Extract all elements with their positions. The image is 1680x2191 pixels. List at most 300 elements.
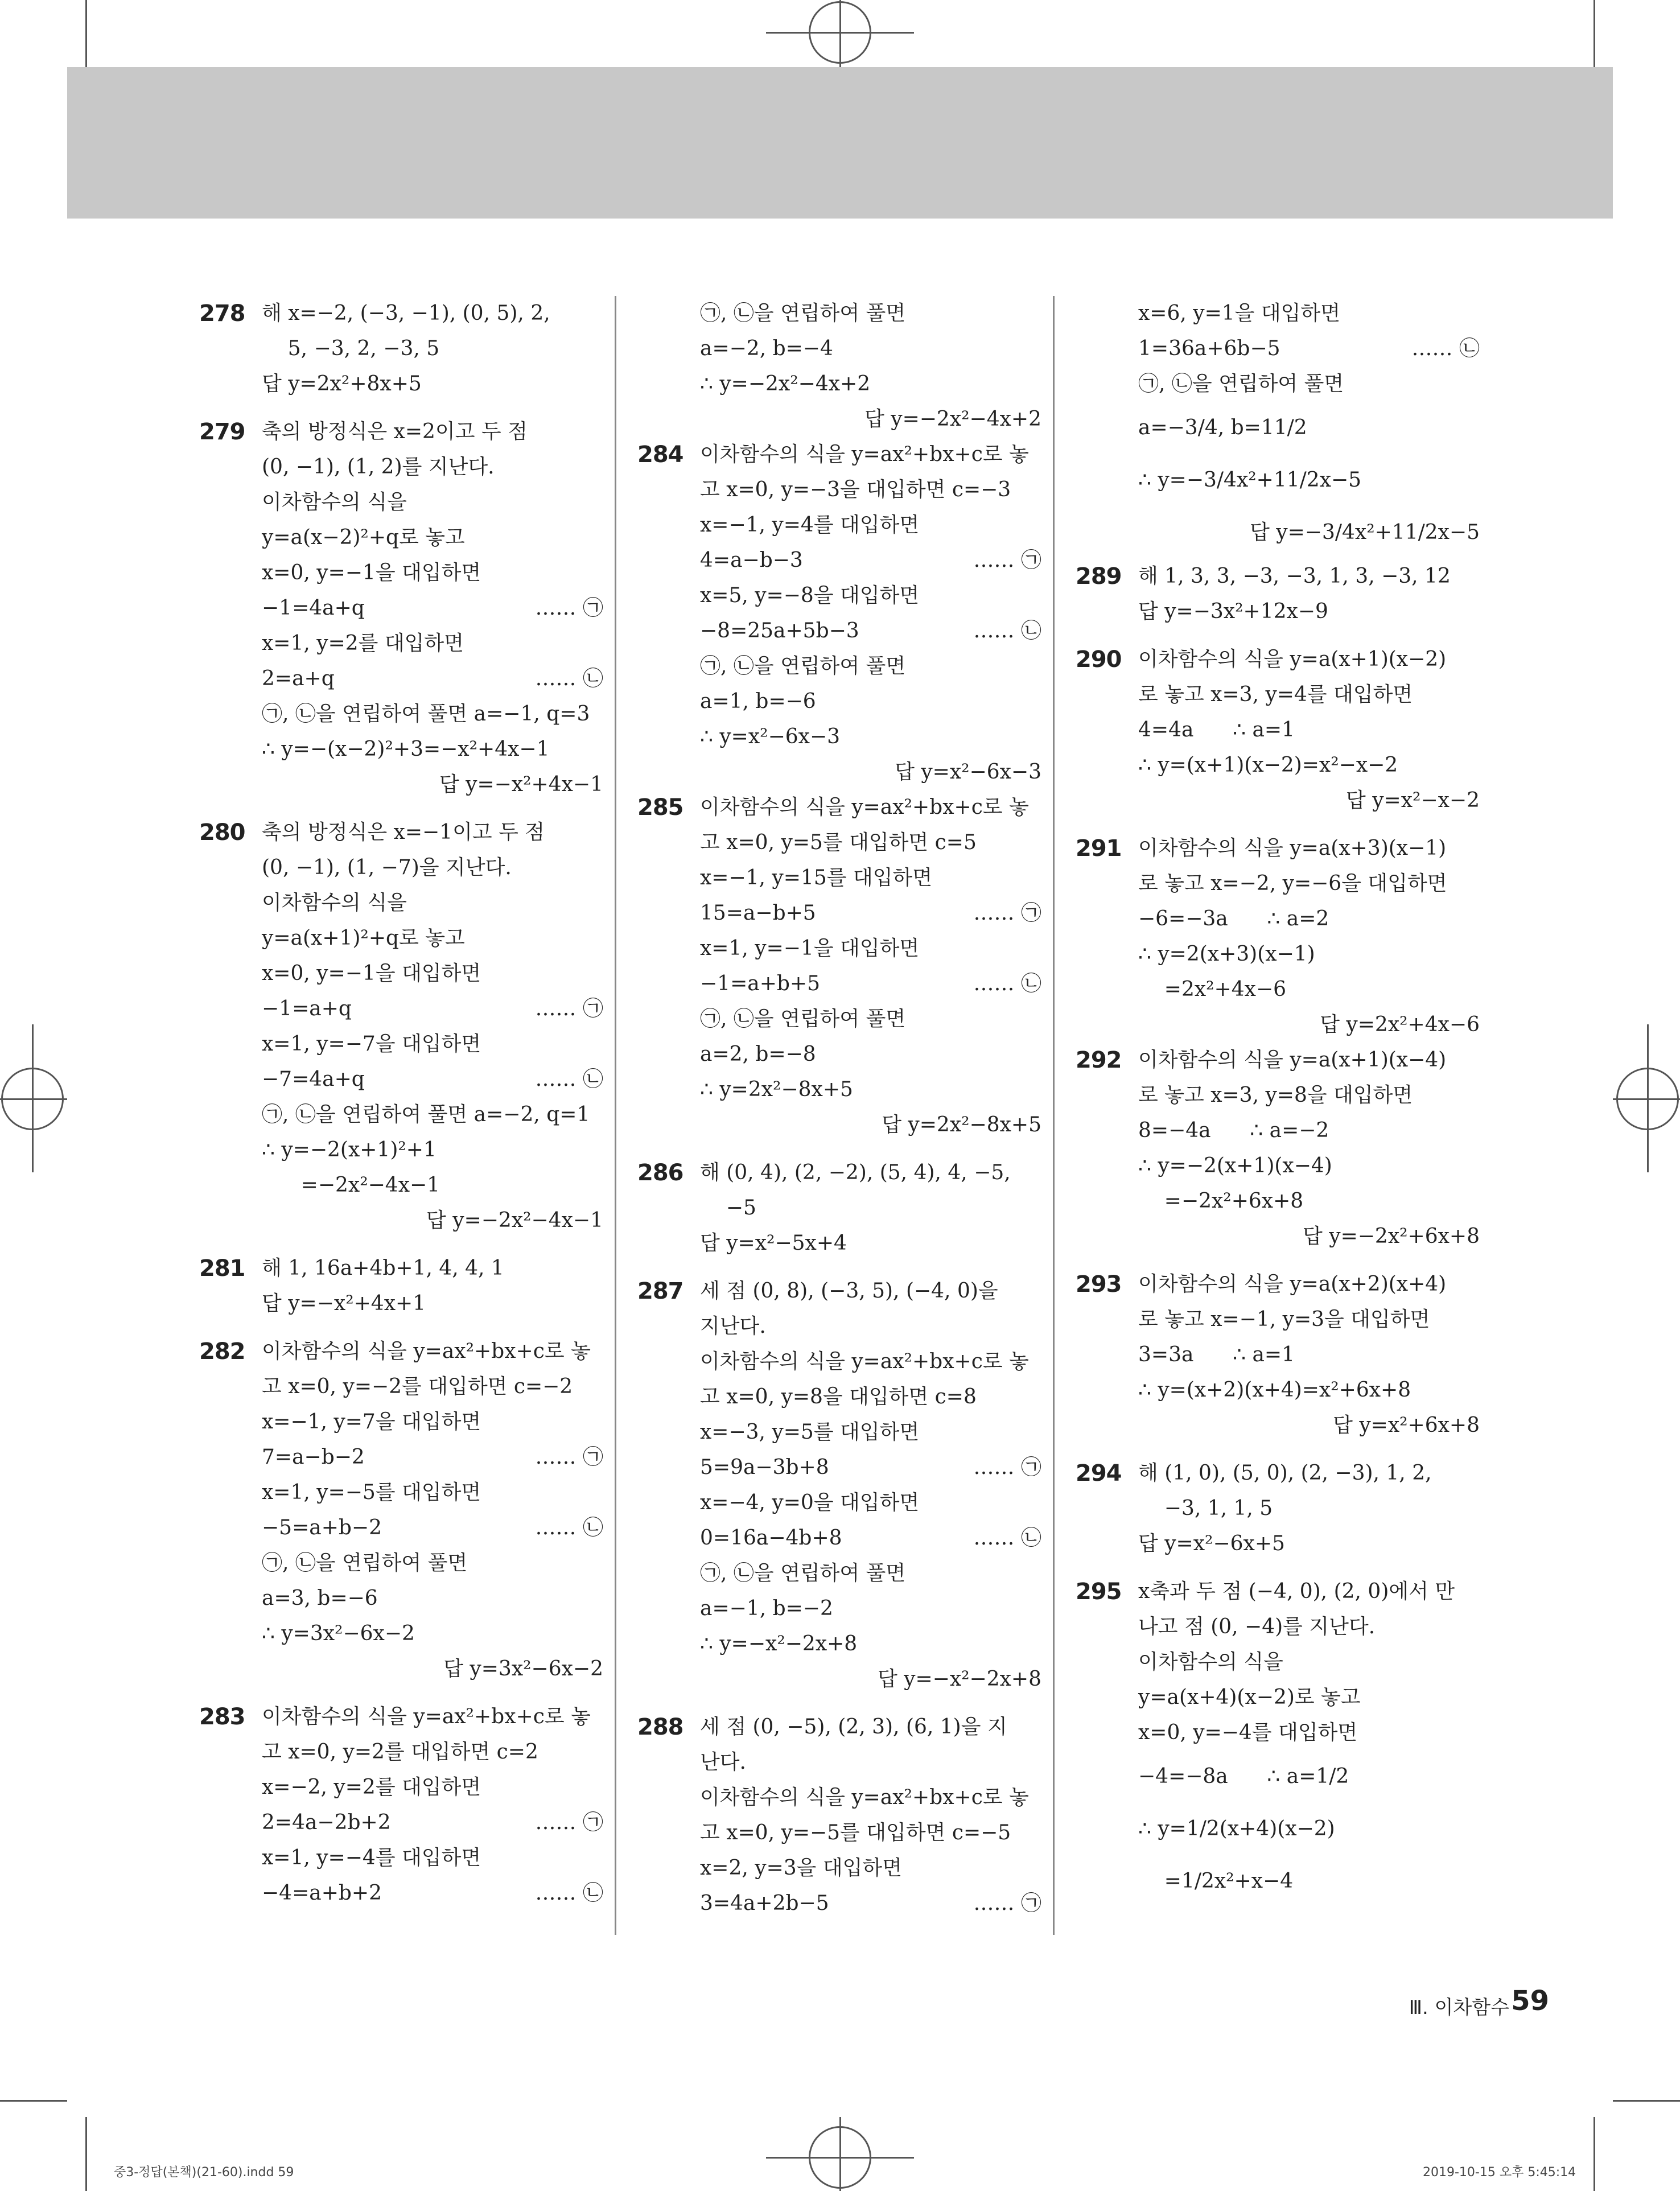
registration-cross-left-v	[32, 1024, 34, 1172]
line-text: ㉠, ㉡을 연립하여 풀면	[700, 1007, 906, 1031]
answer-column-3	[1076, 296, 1480, 1908]
solution-line	[262, 1876, 603, 1911]
line-text: x=−1, y=15를 대입하면	[700, 866, 933, 889]
problem-line	[637, 1710, 1041, 1745]
line-text: x=1, y=−1을 대입하면	[700, 937, 920, 960]
solution-line	[262, 1770, 603, 1805]
equation-label: …… ㉡	[535, 1068, 603, 1091]
line-text: 답 y=2x²+4x−6	[1320, 1013, 1480, 1036]
solution-line	[1138, 713, 1480, 748]
problem-line	[199, 815, 603, 850]
line-text: 이차함수의 식을 y=ax²+bx+c로 놓	[262, 1705, 591, 1728]
solution-line	[1138, 1526, 1480, 1562]
line-text: 이차함수의 식을 y=a(x+2)(x+4)	[1138, 1272, 1447, 1296]
solution-line	[700, 1415, 1041, 1450]
line-text: 해 1, 16a+4b+1, 4, 4, 1	[262, 1257, 504, 1280]
solution-line	[1138, 1148, 1480, 1184]
line-text: x=−2, y=2를 대입하면	[262, 1776, 481, 1799]
line-text: ∴ y=−3/4x²+11/2x−5	[1138, 468, 1362, 492]
line-gap	[262, 802, 603, 815]
line-text: −3, 1, 1, 5	[1138, 1497, 1273, 1520]
problem-number: 284	[637, 442, 683, 468]
solution-line	[700, 1745, 1041, 1780]
line-text: 이차함수의 식을	[262, 891, 407, 915]
problem-number: 282	[199, 1339, 245, 1365]
line-text: ㉠, ㉡을 연립하여 풀면	[700, 1562, 906, 1585]
solution-line	[1138, 1113, 1480, 1148]
line-text: 해 x=−2, (−3, −1), (0, 5), 2,	[262, 302, 550, 325]
line-text: 축의 방정식은 x=2이고 두 점	[262, 420, 528, 443]
solution-line	[262, 921, 603, 956]
solution-line	[262, 1581, 603, 1616]
line-text: 답 y=2x²+8x+5	[262, 372, 422, 396]
registration-cross-bottom-v	[839, 2117, 841, 2191]
line-text: 로 놓고 x=3, y=8을 대입하면	[1138, 1084, 1413, 1107]
line-text: ∴ y=1/2(x+4)(x−2)	[1138, 1817, 1335, 1840]
problem-line	[199, 414, 603, 450]
equation-label: …… ㉡	[535, 1881, 603, 1905]
line-gap	[1138, 1443, 1480, 1456]
line-text: =2x²+4x−6	[1138, 978, 1287, 1001]
line-text: ㉠, ㉡을 연립하여 풀면 a=−1, q=3	[262, 702, 590, 726]
solution-line	[1138, 454, 1480, 506]
solution-line	[1138, 937, 1480, 972]
solution-line	[1138, 1302, 1480, 1337]
line-text: x=−4, y=0을 대입하면	[700, 1491, 920, 1514]
solution-line	[700, 1556, 1041, 1591]
solution-line	[262, 850, 603, 886]
slug-datetime: 2019-10-15 오후 5:45:14	[1423, 2165, 1576, 2180]
solution-line	[700, 1851, 1041, 1886]
page-number: 59	[1511, 1985, 1549, 2017]
line-text: 8=−4a ∴ a=−2	[1138, 1119, 1329, 1142]
line-text: 나고 점 (0, −4)를 지난다.	[1138, 1615, 1376, 1638]
solution-line	[1138, 1078, 1480, 1113]
solution-line	[1138, 1715, 1480, 1751]
line-text: x=1, y=2를 대입하면	[262, 632, 464, 655]
solution-line	[1138, 331, 1480, 366]
problem-number: 289	[1076, 563, 1122, 590]
line-text: 이차함수의 식을 y=ax²+bx+c로 놓	[700, 796, 1029, 819]
solution-line	[700, 1626, 1041, 1662]
line-gap	[262, 1321, 603, 1334]
equation-label: …… ㉠	[973, 1892, 1041, 1915]
line-text: 난다.	[700, 1751, 746, 1774]
solution-line	[262, 1475, 603, 1510]
solution-line	[1138, 783, 1480, 818]
solution-line	[700, 1886, 1041, 1921]
line-text: 답 y=3x²−6x−2	[443, 1657, 603, 1681]
solution-line	[262, 1168, 603, 1203]
line-text: x축과 두 점 (−4, 0), (2, 0)에서 만	[1138, 1580, 1455, 1603]
line-text: −8=25a+5b−3	[700, 619, 859, 643]
problem-number: 291	[1076, 835, 1122, 862]
solution-line	[262, 767, 603, 802]
problem-number: 294	[1076, 1460, 1122, 1486]
line-text: x=−1, y=4를 대입하면	[700, 513, 920, 537]
line-text: 2=4a−2b+2	[262, 1811, 391, 1834]
solution-line	[700, 1344, 1041, 1379]
line-text: 이차함수의 식을 y=a(x+1)(x−4)	[1138, 1048, 1447, 1072]
equation-label: …… ㉡	[973, 1526, 1041, 1550]
solution-line	[700, 366, 1041, 402]
solution-line	[700, 860, 1041, 896]
solution-line	[1138, 1337, 1480, 1373]
registration-cross-left-h	[0, 1098, 67, 1100]
line-gap	[1138, 818, 1480, 831]
line-text: 답 y=−x²−2x+8	[877, 1667, 1041, 1691]
line-gap	[262, 1238, 603, 1251]
equation-label: …… ㉠	[535, 997, 603, 1020]
problem-line	[637, 1155, 1041, 1191]
equation-label: …… ㉠	[535, 1811, 603, 1834]
equation-label: …… ㉠	[973, 549, 1041, 572]
line-text: −6=−3a ∴ a=2	[1138, 907, 1329, 930]
solution-line	[1138, 1007, 1480, 1043]
line-text: 답 y=−3x²+12x−9	[1138, 600, 1328, 623]
equation-label: …… ㉠	[973, 901, 1041, 925]
line-text: x=1, y=−7을 대입하면	[262, 1032, 481, 1056]
line-text: ㉠, ㉡을 연립하여 풀면	[262, 1551, 468, 1575]
solution-line	[700, 1521, 1041, 1556]
line-text: =−2x²+6x+8	[1138, 1189, 1304, 1213]
line-text: 고 x=0, y=−3을 대입하면 c=−3	[700, 478, 1011, 501]
line-text: ∴ y=−x²−2x+8	[700, 1632, 858, 1655]
solution-line	[700, 1379, 1041, 1415]
solution-line	[700, 755, 1041, 790]
problem-line	[199, 1251, 603, 1286]
line-text: 이차함수의 식을 y=a(x+3)(x−1)	[1138, 837, 1447, 860]
solution-line	[700, 508, 1041, 543]
line-text: 4=a−b−3	[700, 549, 803, 572]
line-text: x=−3, y=5를 대입하면	[700, 1420, 920, 1444]
line-text: ∴ y=2(x+3)(x−1)	[1138, 942, 1315, 966]
solution-line	[1138, 1408, 1480, 1443]
line-text: 15=a−b+5	[700, 901, 816, 925]
solution-line	[700, 966, 1041, 1002]
solution-line	[700, 1485, 1041, 1521]
line-text: 해 (1, 0), (5, 0), (2, −3), 1, 2,	[1138, 1461, 1432, 1485]
problem-line	[637, 1274, 1041, 1309]
solution-line	[700, 1107, 1041, 1143]
solution-line	[262, 331, 603, 366]
line-text: 답 y=−x²+4x−1	[439, 773, 603, 796]
line-text: 1=36a+6b−5	[1138, 337, 1280, 360]
line-text: ㉠, ㉡을 연립하여 풀면	[700, 654, 906, 678]
problem-line	[1076, 1456, 1480, 1491]
solution-line	[700, 825, 1041, 860]
line-text: 3=3a ∴ a=1	[1138, 1343, 1295, 1366]
solution-line	[700, 1591, 1041, 1626]
problem-line	[199, 1699, 603, 1735]
problem-number: 281	[199, 1255, 245, 1282]
line-text: ∴ y=−2(x+1)(x−4)	[1138, 1154, 1332, 1177]
line-text: a=−2, b=−4	[700, 337, 833, 360]
solution-line	[262, 1840, 603, 1876]
line-text: 답 y=x²+6x+8	[1333, 1414, 1480, 1437]
line-text: −4=a+b+2	[262, 1881, 382, 1905]
line-text: x=0, y=−1을 대입하면	[262, 962, 481, 985]
solution-line	[700, 1780, 1041, 1815]
line-text: 이차함수의 식을 y=ax²+bx+c로 놓	[262, 1340, 591, 1363]
line-gap	[1138, 1562, 1480, 1574]
line-text: 로 놓고 x=−2, y=−6을 대입하면	[1138, 872, 1447, 895]
solution-line	[700, 1662, 1041, 1697]
line-text: 이차함수의 식을 y=a(x+1)(x−2)	[1138, 648, 1447, 671]
solution-line	[700, 1309, 1041, 1344]
line-text: ∴ y=2x²−8x+5	[700, 1078, 853, 1101]
solution-line	[1138, 1751, 1480, 1803]
line-text: −5	[700, 1196, 756, 1220]
problem-line	[1076, 1043, 1480, 1078]
answer-column-1	[199, 296, 603, 1911]
solution-line	[700, 684, 1041, 719]
line-text: x=0, y=−1을 대입하면	[262, 561, 481, 584]
line-text: ㉠, ㉡을 연립하여 풀면 a=−2, q=1	[262, 1103, 590, 1126]
solution-line	[700, 1037, 1041, 1072]
line-text: 답 y=−2x²+6x+8	[1303, 1225, 1480, 1248]
line-text: a=−1, b=−2	[700, 1597, 833, 1620]
line-gap	[262, 402, 603, 414]
line-text: x=6, y=1을 대입하면	[1138, 302, 1340, 325]
crop-mark-top-right	[1593, 0, 1595, 67]
line-text: −5=a+b−2	[262, 1516, 382, 1539]
solution-line	[262, 1369, 603, 1405]
line-text: 로 놓고 x=3, y=4를 대입하면	[1138, 683, 1413, 706]
solution-line	[1138, 972, 1480, 1007]
solution-line	[262, 1097, 603, 1132]
problem-line	[1076, 1574, 1480, 1609]
line-gap	[1138, 1254, 1480, 1267]
chapter-title: Ⅲ. 이차함수	[1409, 1996, 1509, 2019]
registration-cross-right-h	[1613, 1098, 1680, 1100]
line-text: (0, −1), (1, 2)를 지난다.	[262, 455, 495, 479]
line-text: 5, −3, 2, −3, 5	[262, 337, 440, 360]
line-text: 7=a−b−2	[262, 1445, 365, 1469]
line-text: 답 y=x²−6x−3	[895, 760, 1041, 784]
line-text: 4=4a ∴ a=1	[1138, 718, 1295, 742]
line-text: 지난다.	[700, 1315, 766, 1338]
line-text: a=1, b=−6	[700, 690, 816, 713]
solution-line	[1138, 901, 1480, 937]
line-gap	[700, 1261, 1041, 1274]
solution-line	[700, 931, 1041, 966]
solution-line	[262, 1546, 603, 1581]
line-text: a=3, b=−6	[262, 1587, 378, 1610]
line-text: 답 y=−2x²−4x−1	[426, 1209, 603, 1232]
solution-line	[700, 1072, 1041, 1107]
problem-line	[637, 790, 1041, 825]
line-text: ∴ y=−(x−2)²+3=−x²+4x−1	[262, 738, 550, 761]
problem-number: 279	[199, 419, 245, 445]
solution-line	[262, 626, 603, 661]
registration-cross-top-v	[839, 0, 841, 67]
line-text: ∴ y=3x²−6x−2	[262, 1622, 415, 1645]
slug-file-name: 중3-정답(본책)(21-60).indd 59	[114, 2165, 294, 2180]
solution-line	[262, 520, 603, 555]
problem-number: 290	[1076, 646, 1122, 673]
solution-line	[262, 956, 603, 991]
line-text: −1=4a+q	[262, 596, 365, 620]
line-text: 이차함수의 식을 y=ax²+bx+c로 놓	[700, 443, 1029, 466]
problem-number: 285	[637, 794, 683, 821]
problem-number: 286	[637, 1160, 683, 1186]
crop-mark-bottom-left	[85, 2117, 87, 2191]
solution-line	[262, 661, 603, 697]
line-text: 답 y=2x²−8x+5	[882, 1113, 1041, 1136]
crop-mark-right-bottom-h	[1613, 2100, 1680, 2102]
solution-line	[700, 543, 1041, 578]
line-text: ∴ y=−2(x+1)²+1	[262, 1138, 437, 1162]
equation-label: …… ㉡	[973, 972, 1041, 995]
line-text: ∴ y=(x+2)(x+4)=x²+6x+8	[1138, 1378, 1411, 1402]
problem-number: 283	[199, 1704, 245, 1730]
solution-line	[262, 1286, 603, 1321]
solution-line	[1138, 1645, 1480, 1680]
line-text: y=a(x−2)²+q로 놓고	[262, 526, 465, 549]
line-text: 5=9a−3b+8	[700, 1456, 829, 1479]
line-text: x=1, y=−5를 대입하면	[262, 1481, 481, 1504]
line-text: x=0, y=−4를 대입하면	[1138, 1721, 1358, 1744]
line-text: a=2, b=−8	[700, 1043, 816, 1066]
line-text: 답 y=x²−x−2	[1346, 789, 1480, 812]
line-text: −1=a+q	[262, 997, 352, 1020]
line-text: 세 점 (0, −5), (2, 3), (6, 1)을 지	[700, 1715, 1007, 1739]
line-text: ∴ y=x²−6x−3	[700, 725, 841, 748]
problem-number: 292	[1076, 1047, 1122, 1073]
solution-line	[1138, 594, 1480, 629]
line-gap	[262, 1687, 603, 1699]
equation-label: …… ㉠	[535, 1445, 603, 1469]
line-text: 이차함수의 식을 y=ax²+bx+c로 놓	[700, 1786, 1029, 1809]
solution-line	[700, 1191, 1041, 1226]
solution-line	[1138, 1184, 1480, 1219]
solution-line	[1138, 296, 1480, 331]
line-text: y=a(x+1)²+q로 놓고	[262, 926, 465, 950]
solution-line	[1138, 1803, 1480, 1855]
problem-line	[1076, 1267, 1480, 1302]
line-text: ㉠, ㉡을 연립하여 풀면	[700, 302, 906, 325]
solution-line	[700, 719, 1041, 755]
solution-line	[262, 591, 603, 626]
solution-line	[1138, 677, 1480, 713]
solution-line	[1138, 1855, 1480, 1908]
problem-number: 288	[637, 1714, 683, 1740]
equation-label: …… ㉡	[973, 619, 1041, 643]
line-text: 0=16a−4b+8	[700, 1526, 842, 1550]
solution-line	[262, 886, 603, 921]
solution-line	[700, 472, 1041, 508]
line-text: (0, −1), (1, −7)을 지난다.	[262, 856, 512, 879]
line-text: −1=a+b+5	[700, 972, 820, 995]
solution-line	[700, 578, 1041, 613]
line-text: =1/2x²+x−4	[1138, 1869, 1294, 1893]
solution-line	[262, 366, 603, 402]
solution-line	[262, 555, 603, 591]
solution-line	[262, 1132, 603, 1168]
solution-line	[700, 331, 1041, 366]
line-text: 답 y=x²−6x+5	[1138, 1532, 1285, 1555]
equation-label: …… ㉠	[535, 596, 603, 620]
line-text: ㉠, ㉡을 연립하여 풀면	[1138, 372, 1344, 396]
line-text: 답 y=−3/4x²+11/2x−5	[1250, 521, 1480, 544]
line-text: y=a(x+4)(x−2)로 놓고	[1138, 1686, 1361, 1709]
solution-line	[262, 1735, 603, 1770]
solution-line	[262, 1805, 603, 1840]
solution-line	[1138, 366, 1480, 402]
problem-number: 295	[1076, 1579, 1122, 1605]
line-text: 고 x=0, y=8을 대입하면 c=8	[700, 1385, 977, 1408]
line-text: 고 x=0, y=−2를 대입하면 c=−2	[262, 1375, 573, 1398]
solution-line	[700, 649, 1041, 684]
line-text: x=5, y=−8을 대입하면	[700, 584, 920, 607]
solution-line	[700, 1450, 1041, 1485]
line-gap	[700, 1697, 1041, 1710]
line-text: 세 점 (0, 8), (−3, 5), (−4, 0)을	[700, 1279, 998, 1303]
line-text: 답 y=−x²+4x+1	[262, 1292, 426, 1315]
equation-label: …… ㉠	[973, 1456, 1041, 1479]
line-text: 답 y=x²−5x+4	[700, 1232, 847, 1255]
line-text: 해 1, 3, 3, −3, −3, 1, 3, −3, 12	[1138, 565, 1451, 588]
solution-line	[262, 1616, 603, 1652]
equation-label: …… ㉡	[1411, 337, 1480, 360]
solution-line	[262, 1510, 603, 1546]
solution-line	[262, 1652, 603, 1687]
registration-cross-right-v	[1647, 1024, 1649, 1172]
solution-line	[1138, 402, 1480, 454]
solution-line	[262, 1405, 603, 1440]
solution-line	[262, 1027, 603, 1062]
solution-line	[262, 732, 603, 767]
answer-column-2	[637, 296, 1041, 1921]
solution-line	[262, 485, 603, 520]
line-text: 이차함수의 식을 y=ax²+bx+c로 놓	[700, 1350, 1029, 1373]
line-gap	[700, 1143, 1041, 1155]
problem-line	[199, 1334, 603, 1369]
solution-line	[1138, 866, 1480, 901]
equation-label: …… ㉡	[535, 1516, 603, 1539]
line-text: 3=4a+2b−5	[700, 1892, 829, 1915]
line-text: ∴ y=−2x²−4x+2	[700, 372, 871, 396]
problem-line	[1076, 642, 1480, 677]
line-text: =−2x²−4x−1	[262, 1173, 440, 1197]
solution-line	[262, 1062, 603, 1097]
problem-line	[1076, 559, 1480, 594]
problem-line	[637, 437, 1041, 472]
line-text: 2=a+q	[262, 667, 335, 690]
solution-line	[262, 1203, 603, 1238]
line-text: x=1, y=−4를 대입하면	[262, 1846, 481, 1869]
solution-line	[700, 402, 1041, 437]
crop-mark-bottom-right	[1593, 2117, 1595, 2191]
column-divider-1	[615, 296, 616, 1935]
line-text: ∴ y=(x+1)(x−2)=x²−x−2	[1138, 753, 1398, 777]
line-gap	[1138, 629, 1480, 642]
solution-line	[1138, 506, 1480, 559]
line-text: 이차함수의 식을	[1138, 1650, 1283, 1674]
column-divider-2	[1053, 296, 1055, 1935]
problem-number: 293	[1076, 1271, 1122, 1298]
solution-line	[700, 613, 1041, 649]
solution-line	[700, 1815, 1041, 1851]
solution-line	[262, 1440, 603, 1475]
solution-line	[700, 1002, 1041, 1037]
line-text: a=−3/4, b=11/2	[1138, 416, 1307, 439]
line-text: x=2, y=3을 대입하면	[700, 1856, 902, 1880]
header-band	[67, 67, 1613, 219]
problem-number: 287	[637, 1278, 683, 1304]
solution-line	[1138, 1219, 1480, 1254]
